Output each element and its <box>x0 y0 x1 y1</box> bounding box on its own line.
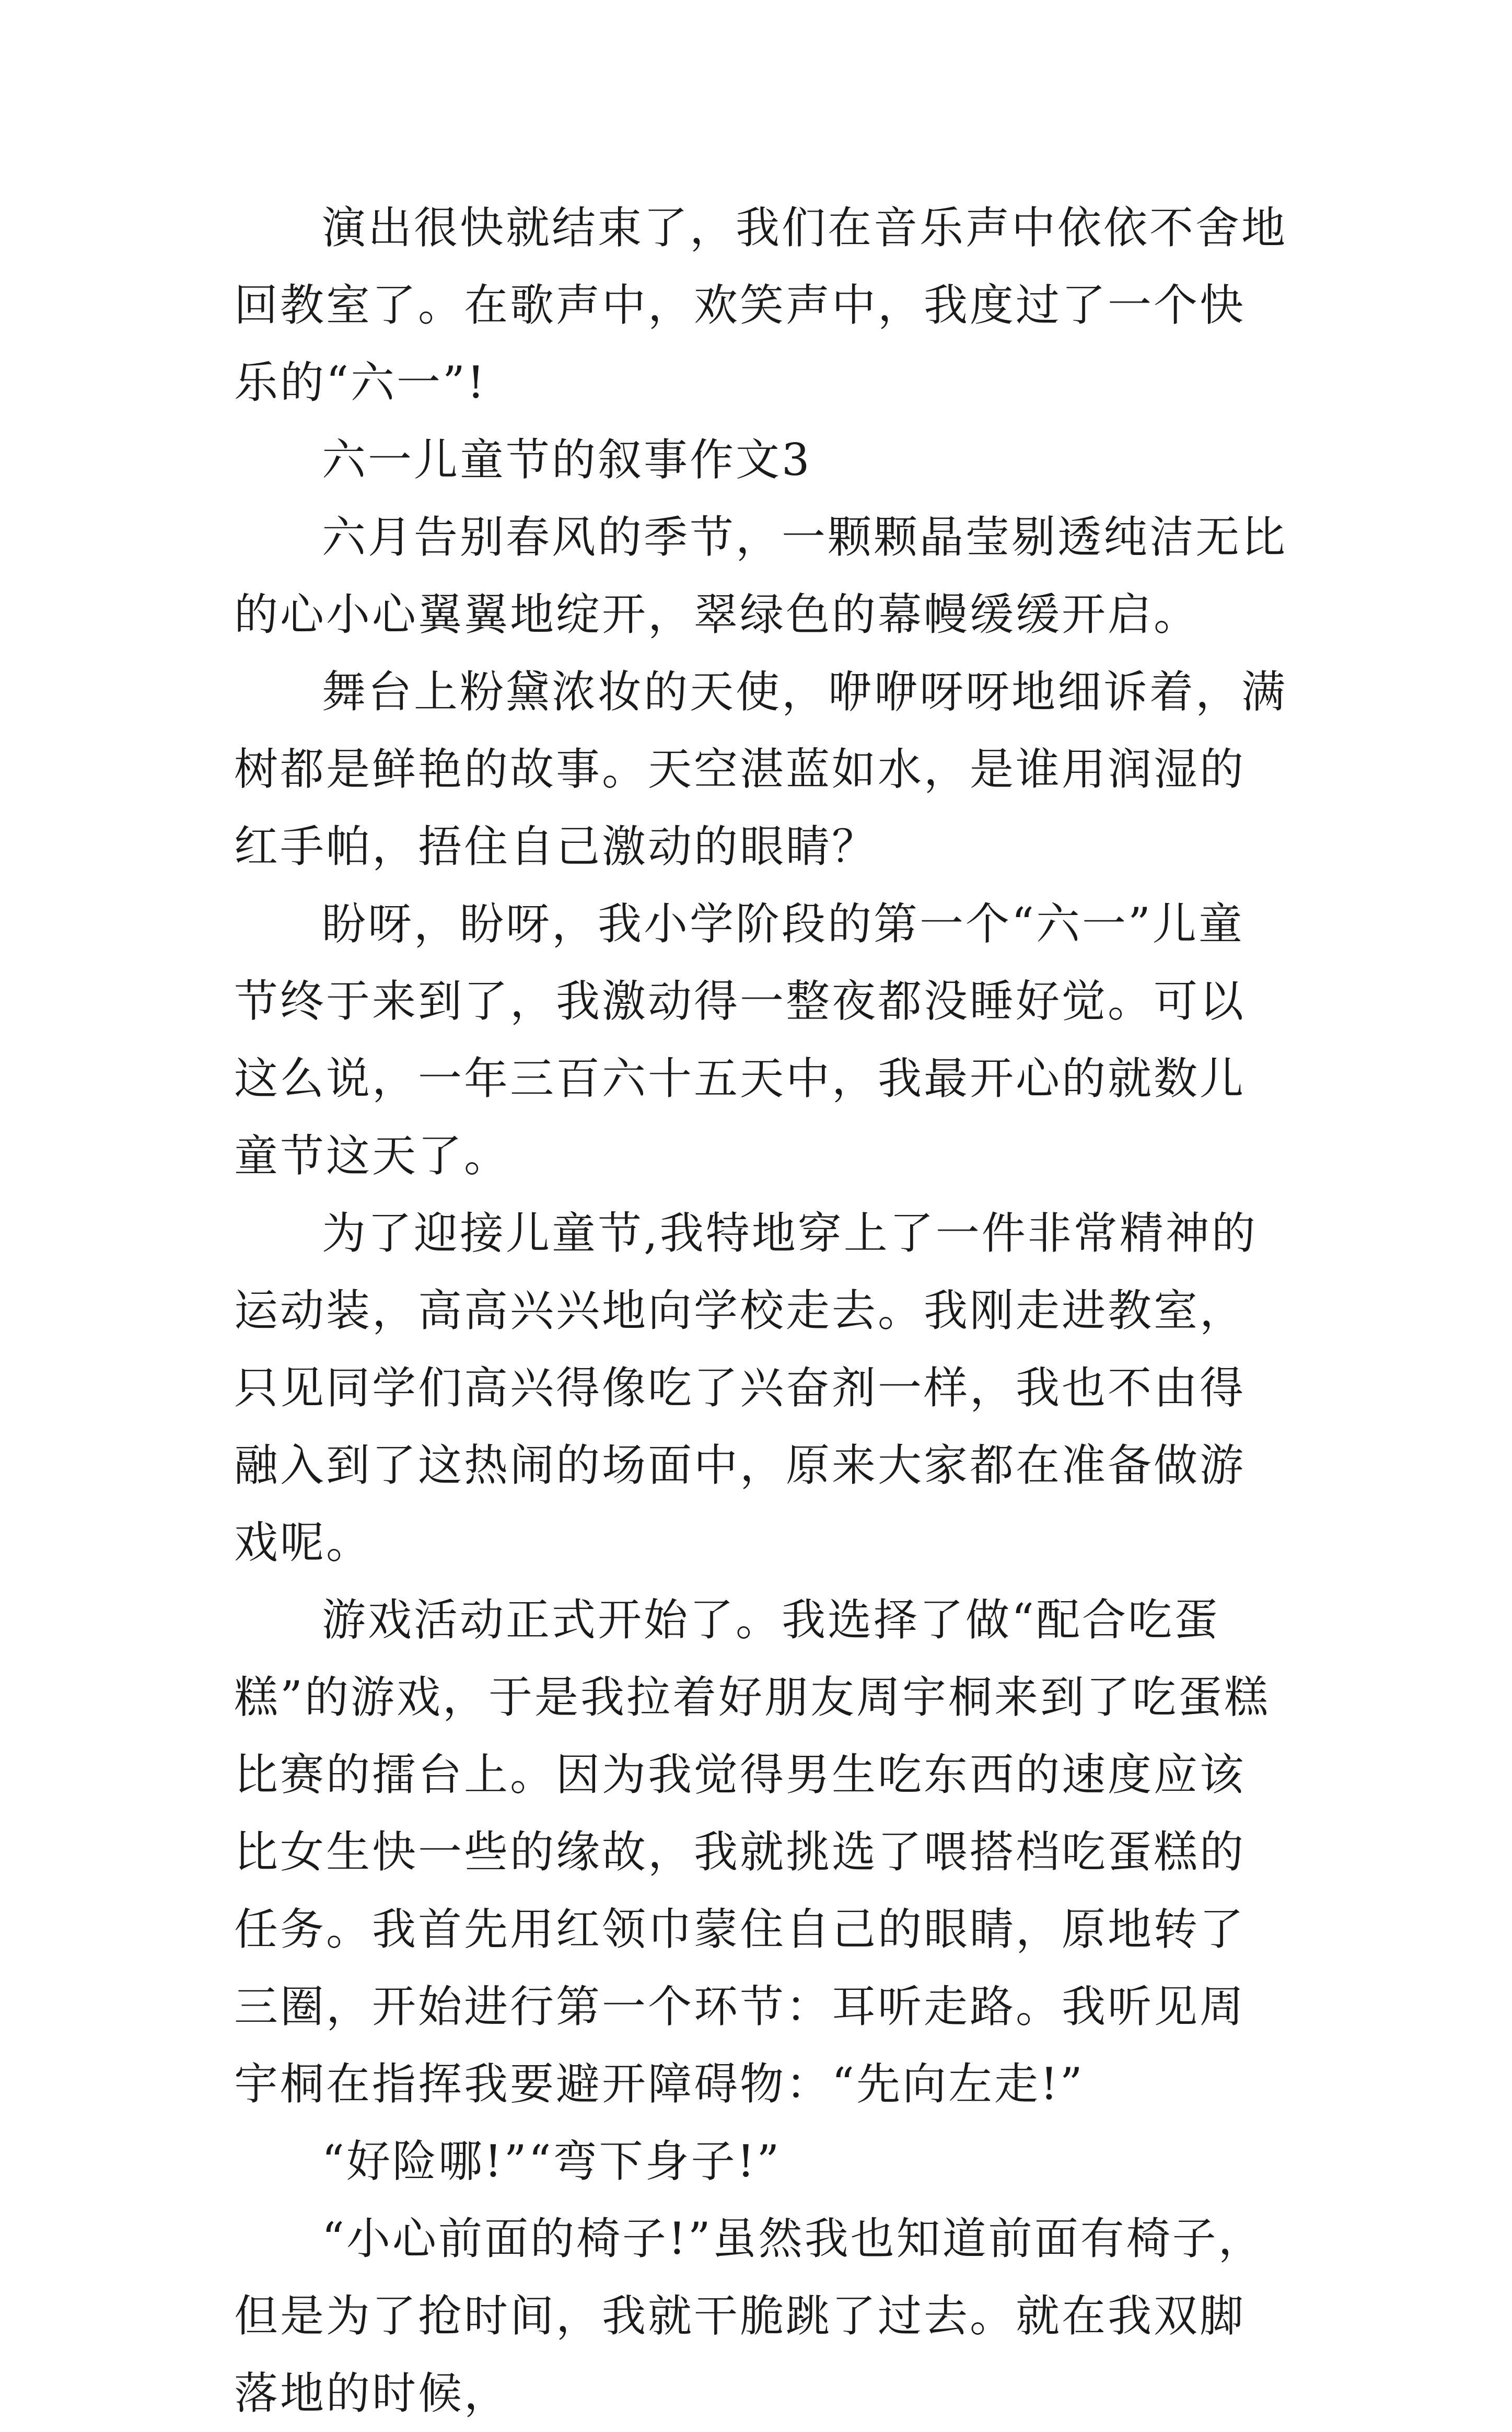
paragraph-sportswear: 为了迎接儿童节,我特地穿上了一件非常精神的运动装，高高兴兴地向学校走去。我刚走进教室，只见同学们高兴得像吃了兴奋剂一样，我也不由得融入到了这热闹的场面中，原来大家都在准备做游戏呢。 <box>234 1208 1258 1568</box>
paragraph-dialogue: “好险哪!”“弯下身子!” <box>322 2136 782 2187</box>
document-body <box>234 189 1289 2432</box>
paragraph-cake-game: 游戏活动正式开始了。我选择了做“配合吃蛋糕”的游戏，于是我拉着好朋友周宇桐来到了吃蛋糕比赛的擂台上。因为我觉得男生吃东西的速度应该比女生快一些的缘故，我就挑选了喂搭档吃蛋糕的任务。我首先用红领巾蒙住自己的眼睛，原地转了三圈，开始进行第一个环节：耳听走路。我听见周宇桐在指挥我要避开障碍物：“先向左走!” <box>234 1594 1270 2110</box>
paragraph-stage-angel: 舞台上粉黛浓妆的天使，咿咿呀呀地细诉着，满树都是鲜艳的故事。天空湛蓝如水，是谁用润湿的红手帕，捂住自己激动的眼睛？ <box>234 666 1288 872</box>
paragraph-chair: “小心前面的椅子!”虽然我也知道前面有椅子，但是为了抢时间，我就干脆跳了过去。就在我双脚落地的时候， <box>234 2213 1264 2419</box>
essay-heading: 六一儿童节的叙事作文3 <box>322 434 812 485</box>
paragraph-performance-end: 演出很快就结束了，我们在音乐声中依依不舍地回教室了。在歌声中，欢笑声中，我度过了一个快乐的“六一”! <box>234 202 1288 408</box>
paragraph-looking-forward: 盼呀，盼呀，我小学阶段的第一个“六一”儿童节终于来到了，我激动得一整夜都没睡好觉。可以这么说，一年三百六十五天中，我最开心的就数儿童节这天了。 <box>234 898 1246 1182</box>
paragraph-june: 六月告别春风的季节，一颗颗晶莹剔透纯洁无比的心小心翼翼地绽开，翠绿色的幕幔缓缓开启。 <box>234 512 1288 640</box>
